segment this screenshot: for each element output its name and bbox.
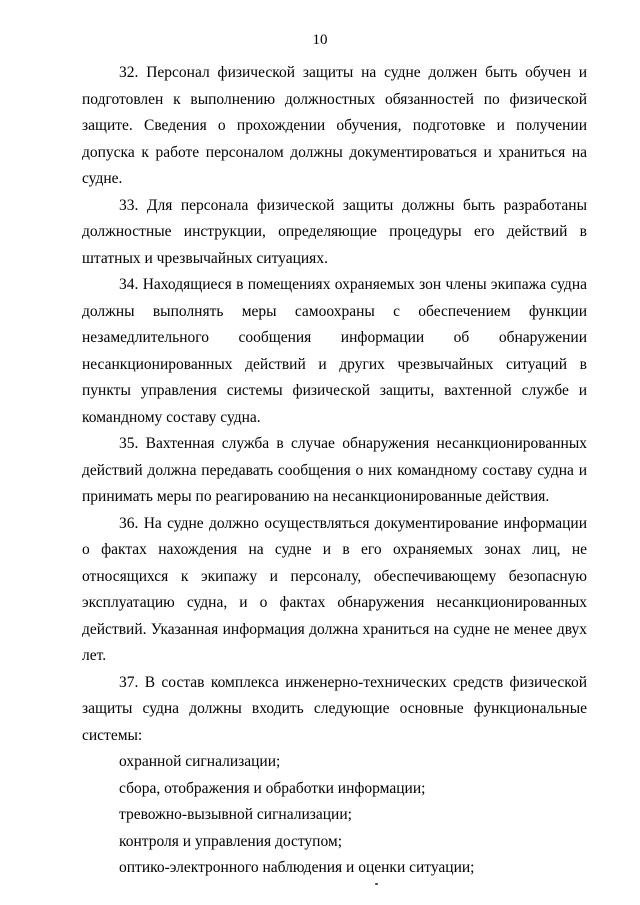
list-item: охранной сигнализации;	[119, 753, 281, 770]
paragraph-number: 32.	[119, 64, 139, 81]
paragraph-number: 34.	[119, 276, 139, 293]
scan-speck	[375, 883, 378, 885]
list-item: контроля и управления доступом;	[119, 832, 343, 850]
paragraph-37	[82, 670, 587, 750]
paragraph-text: В состав комплекса инженерно-технических средств физической защиты судна должны входить следующие основные функциональные системы:	[82, 673, 587, 744]
paragraph-text: Вахтенная служба в случае обнаружения несанкционированных действий должна передавать сообщения о них командному составу судна и принимать меры по реагированию на несанкционированные действия.	[82, 435, 587, 505]
list-item: сбора, отображения и обработки информации;	[119, 779, 426, 797]
paragraph-34	[82, 272, 587, 431]
paragraph-number: 35.	[119, 435, 139, 452]
paragraph-text: Для персонала физической защиты должны быть разработаны должностные инструкции, определяющие процедуры его действий в штатных и чрезвычайных ситуациях.	[82, 196, 587, 267]
paragraph-33	[82, 193, 587, 273]
document-body	[82, 60, 587, 882]
paragraph-number: 37.	[119, 673, 139, 691]
paragraph-35	[82, 431, 587, 511]
paragraph-text: Персонал физической защиты на судне должен быть обучен и подготовлен к выполнению должностных обязанностей по физической защите. Сведения о прохождении обучения, подготовке и получении допуска к работе персоналом должны документироваться и храниться на судне.	[82, 64, 588, 187]
page-number: 10	[312, 32, 328, 48]
paragraph-36	[82, 511, 587, 670]
paragraph-text: На судне должно осуществляться документирование информации о фактах нахождения на судне и в его охраняемых зонах лиц, не относящихся к экипажу и персоналу, обеспечивающему безопасную эксплуатацию судна, и о фактах обнаружения несанкционированных действий. Указанная информация должна храниться на судне не менее двух лет.	[82, 514, 588, 664]
list-item: оптико-электронного наблюдения и оценки ситуации;	[119, 859, 475, 876]
paragraph-text: Находящиеся в помещениях охраняемых зон члены экипажа судна должны выполнять меры самоохраны с обеспечением функции незамедлительного сообщения информации об обнаружении несанкционированных действий и других чрезвычайных ситуаций в пункты управления системы физической защиты, вахтенной службе и командному составу судна.	[82, 276, 587, 426]
paragraph-number: 33.	[119, 196, 139, 214]
list-item: тревожно-вызывной сигнализации;	[119, 806, 352, 823]
paragraph-32	[82, 60, 587, 193]
paragraph-number: 36.	[119, 514, 139, 532]
functional-systems-list	[82, 749, 587, 882]
